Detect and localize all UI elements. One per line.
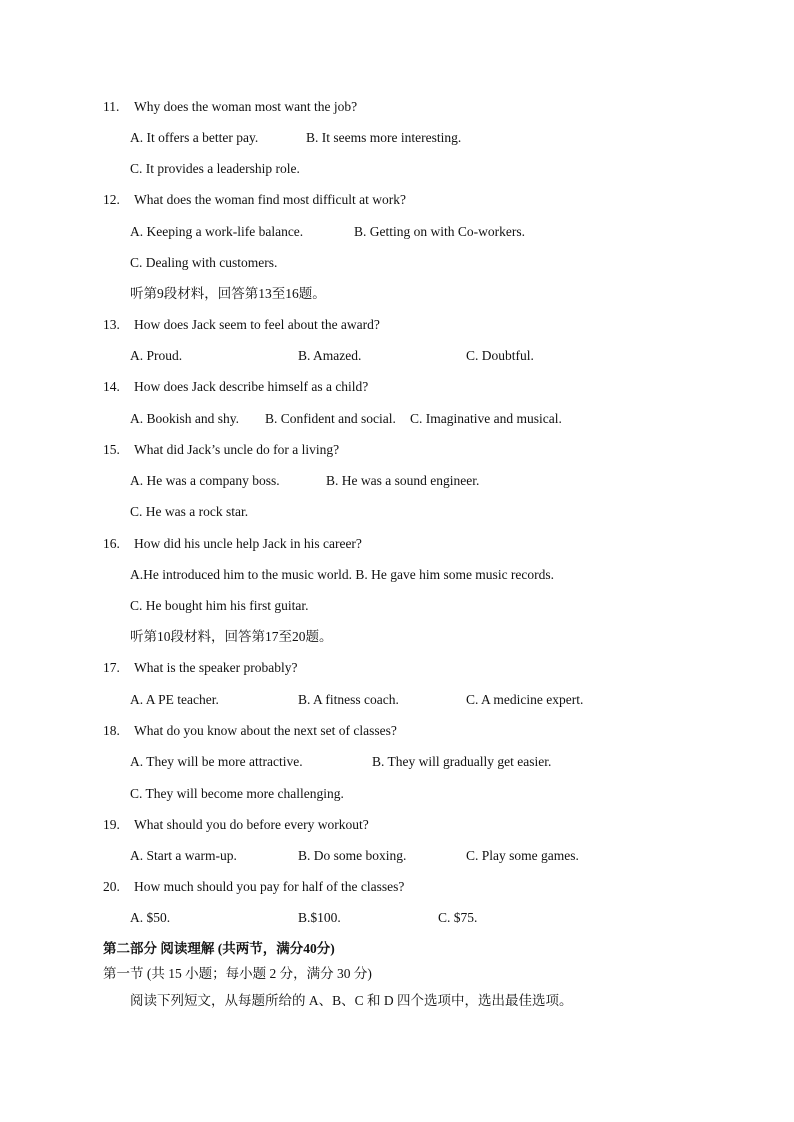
option-b: B. He was a sound engineer. (326, 473, 480, 488)
option-a: A. A PE teacher. (130, 692, 219, 707)
reading-direction-text: 阅读下列短文，从每题所给的 A、B、C 和 D 四个选项中，选出最佳选项。 (130, 993, 573, 1008)
option-c: C. They will become more challenging. (130, 786, 344, 801)
option-c: C. Play some games. (466, 848, 579, 863)
question-number: 12. (103, 192, 120, 207)
option-a: A. They will be more attractive. (130, 754, 303, 769)
question-number: 18. (103, 723, 120, 738)
option-b: B. They will gradually get easier. (372, 754, 552, 769)
option-a: A. It offers a better pay. (130, 130, 259, 145)
question-number: 14. (103, 379, 120, 394)
question-number: 20. (103, 879, 120, 894)
question-text: What is the speaker probably? (134, 660, 298, 675)
section-subheading-text: 第一节 (共 15 小题；每小题 2 分，满分 30 分) (103, 966, 372, 981)
option-c: C. A medicine expert. (466, 692, 584, 707)
option-c: C. He bought him his first guitar. (130, 598, 309, 613)
question-text: Why does the woman most want the job? (134, 99, 358, 114)
option-c: C. It provides a leadership role. (130, 161, 300, 176)
part-heading (103, 941, 335, 957)
option-a: A. Proud. (130, 348, 183, 363)
question-number: 13. (103, 317, 120, 332)
option-c: C. Imaginative and musical. (410, 411, 562, 426)
option-a: A. Bookish and shy. (130, 411, 240, 426)
question-number: 15. (103, 442, 120, 457)
question-number: 17. (103, 660, 120, 675)
option-a: A. Start a warm-up. (130, 848, 237, 863)
question-number: 19. (103, 817, 120, 832)
reading-direction (130, 993, 573, 1009)
question-text: How does Jack describe himself as a child? (134, 379, 369, 394)
option-b: B. Amazed. (298, 348, 362, 363)
option-b: B. Confident and social. (265, 411, 396, 426)
part-heading-text: 第二部分 阅读理解 (共两节，满分40分) (103, 941, 335, 956)
option-c: C. $75. (438, 910, 478, 925)
question-text: How does Jack seem to feel about the award? (134, 317, 380, 332)
section-instruction (130, 286, 326, 302)
question-text: What should you do before every workout? (134, 817, 369, 832)
option-b: B. It seems more interesting. (306, 130, 462, 145)
question-number: 11. (103, 99, 120, 114)
section-instruction-text: 听第9段材料，回答第13至16题。 (130, 286, 326, 301)
option-c: C. He was a rock star. (130, 504, 249, 519)
option-b: B. Getting on with Co-workers. (354, 224, 525, 239)
question-text: What does the woman find most difficult at work? (134, 192, 406, 207)
option-b: B.$100. (298, 910, 341, 925)
option-b: B. A fitness coach. (298, 692, 399, 707)
question-number: 16. (103, 536, 120, 551)
section-instruction (130, 629, 333, 645)
option-a: A. He was a company boss. (130, 473, 280, 488)
option-a: A. Keeping a work-life balance. (130, 224, 304, 239)
option-a: A. $50. (130, 910, 171, 925)
question-text: What do you know about the next set of classes? (134, 723, 397, 738)
section-subheading (103, 966, 372, 982)
question-text: How much should you pay for half of the classes? (134, 879, 405, 894)
section-instruction-text: 听第10段材料，回答第17至20题。 (130, 629, 333, 644)
option-c: C. Dealing with customers. (130, 255, 278, 270)
question-text: How did his uncle help Jack in his career? (134, 536, 362, 551)
option-a-b: A.He introduced him to the music world. B. He gave him some music records. (130, 567, 555, 582)
option-b: B. Do some boxing. (298, 848, 407, 863)
question-text: What did Jack’s uncle do for a living? (134, 442, 340, 457)
option-c: C. Doubtful. (466, 348, 534, 363)
